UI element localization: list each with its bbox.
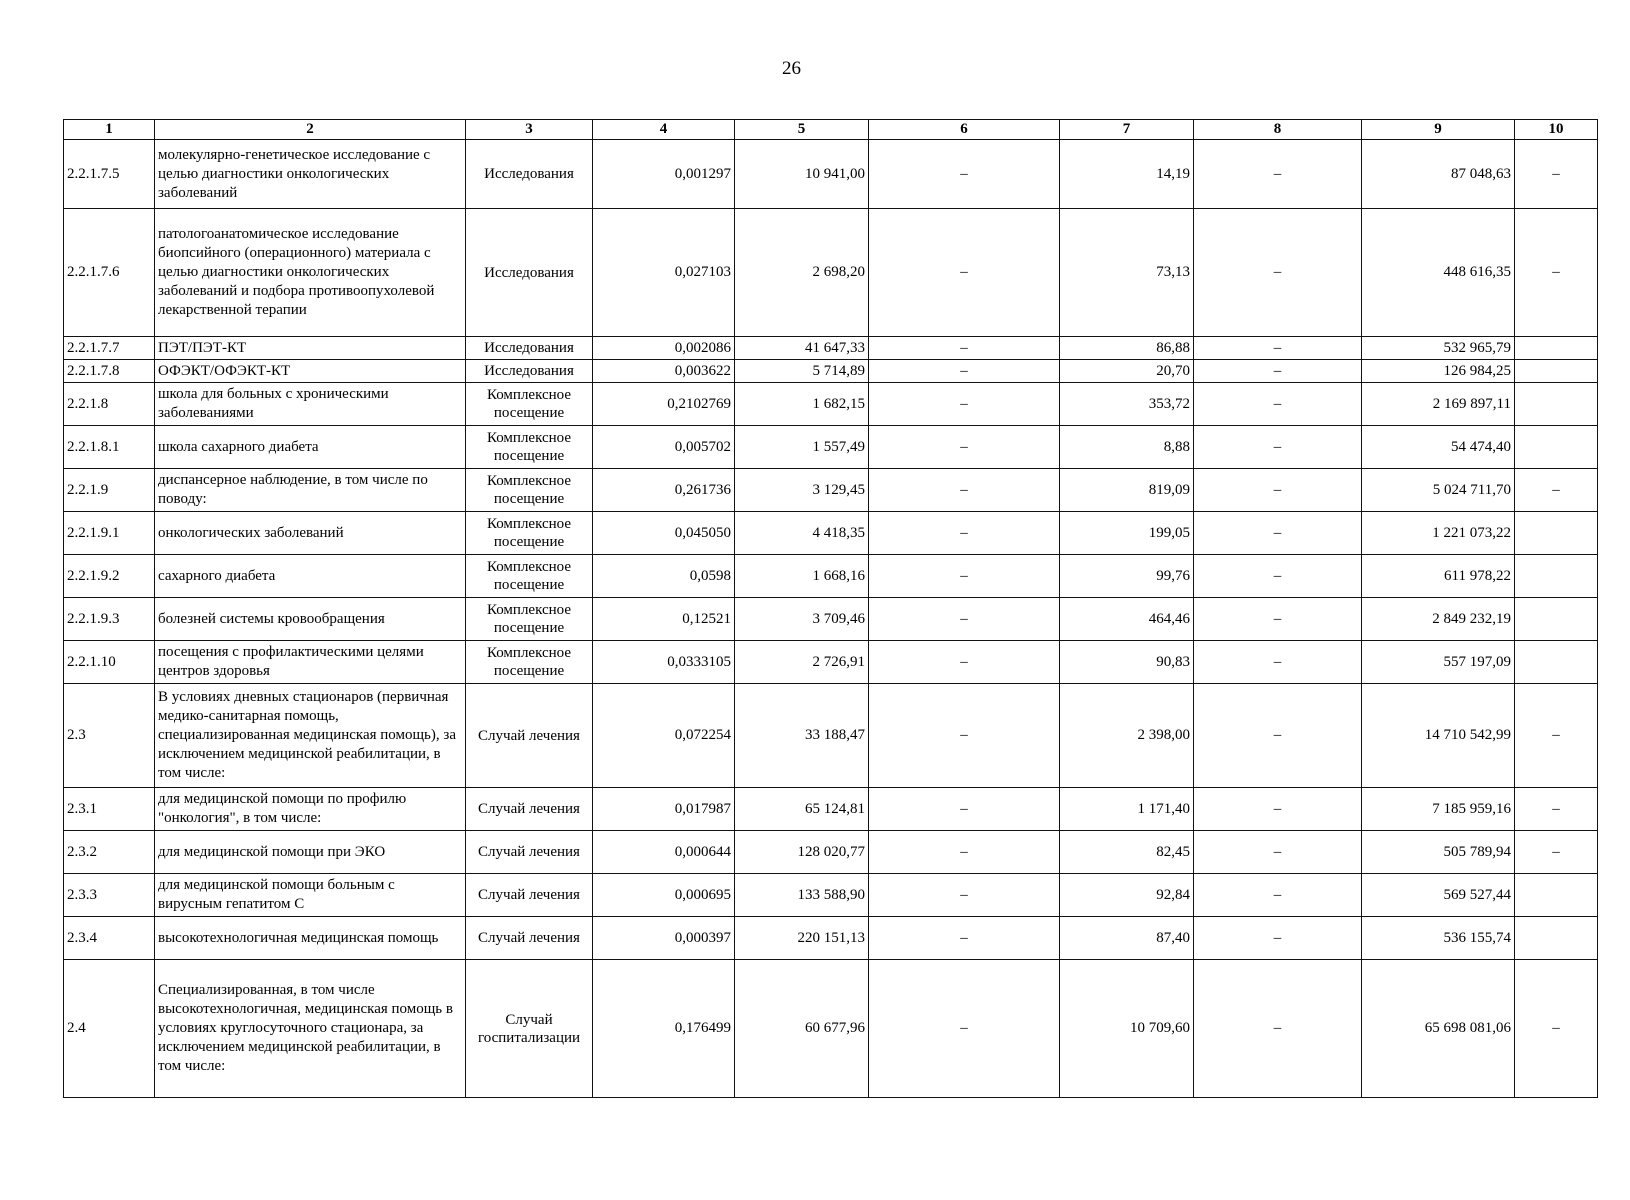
row-value-10: – xyxy=(1515,140,1598,209)
row-value-5: 1 682,15 xyxy=(735,383,869,426)
row-value-7: 353,72 xyxy=(1060,383,1194,426)
row-value-4: 0,261736 xyxy=(593,469,735,512)
row-value-8: – xyxy=(1194,140,1362,209)
row-value-7: 86,88 xyxy=(1060,337,1194,360)
row-unit: Случай лечения xyxy=(466,874,593,917)
row-unit: Случай лечения xyxy=(466,831,593,874)
table-row xyxy=(64,960,1598,1098)
row-value-4: 0,002086 xyxy=(593,337,735,360)
row-value-4: 0,003622 xyxy=(593,360,735,383)
row-value-5: 60 677,96 xyxy=(735,960,869,1098)
table-row xyxy=(64,209,1598,337)
row-name: ПЭТ/ПЭТ-КТ xyxy=(155,337,466,360)
row-value-8: – xyxy=(1194,684,1362,788)
row-name: сахарного диабета xyxy=(155,555,466,598)
row-value-8: – xyxy=(1194,917,1362,960)
row-value-10 xyxy=(1515,555,1598,598)
row-unit: Исследования xyxy=(466,140,593,209)
row-code: 2.3 xyxy=(64,684,155,788)
row-value-7: 819,09 xyxy=(1060,469,1194,512)
row-value-10: – xyxy=(1515,209,1598,337)
row-value-6: – xyxy=(869,788,1060,831)
row-value-5: 1 668,16 xyxy=(735,555,869,598)
row-value-8: – xyxy=(1194,337,1362,360)
row-value-6: – xyxy=(869,684,1060,788)
row-name: для медицинской помощи при ЭКО xyxy=(155,831,466,874)
row-value-5: 33 188,47 xyxy=(735,684,869,788)
table-row xyxy=(64,383,1598,426)
row-code: 2.2.1.8 xyxy=(64,383,155,426)
row-value-5: 41 647,33 xyxy=(735,337,869,360)
row-value-7: 199,05 xyxy=(1060,512,1194,555)
row-value-8: – xyxy=(1194,641,1362,684)
row-value-5: 3 709,46 xyxy=(735,598,869,641)
row-value-6: – xyxy=(869,874,1060,917)
column-header: 4 xyxy=(593,120,735,140)
row-value-8: – xyxy=(1194,831,1362,874)
row-value-10 xyxy=(1515,383,1598,426)
row-name: патологоанатомическое исследование биопсийного (операционного) материала с целью диагностики онкологических заболеваний и подбора противоопухолевой лекарственной терапии xyxy=(155,209,466,337)
row-value-5: 3 129,45 xyxy=(735,469,869,512)
row-value-10 xyxy=(1515,598,1598,641)
row-value-8: – xyxy=(1194,383,1362,426)
row-value-5: 5 714,89 xyxy=(735,360,869,383)
row-value-9: 536 155,74 xyxy=(1362,917,1515,960)
row-unit: Случай лечения xyxy=(466,788,593,831)
table-row xyxy=(64,684,1598,788)
row-value-7: 2 398,00 xyxy=(1060,684,1194,788)
row-unit: Комплексное посещение xyxy=(466,512,593,555)
table-row xyxy=(64,140,1598,209)
row-value-4: 0,000644 xyxy=(593,831,735,874)
row-unit: Случай госпитализации xyxy=(466,960,593,1098)
row-value-7: 14,19 xyxy=(1060,140,1194,209)
row-value-9: 569 527,44 xyxy=(1362,874,1515,917)
row-name: ОФЭКТ/ОФЭКТ-КТ xyxy=(155,360,466,383)
column-header: 3 xyxy=(466,120,593,140)
row-code: 2.3.1 xyxy=(64,788,155,831)
row-value-4: 0,000695 xyxy=(593,874,735,917)
row-code: 2.2.1.9 xyxy=(64,469,155,512)
row-name: посещения с профилактическими целями центров здоровья xyxy=(155,641,466,684)
row-value-10: – xyxy=(1515,831,1598,874)
row-value-10 xyxy=(1515,917,1598,960)
row-value-4: 0,176499 xyxy=(593,960,735,1098)
row-name: для медицинской помощи по профилю "онкология", в том числе: xyxy=(155,788,466,831)
row-value-8: – xyxy=(1194,960,1362,1098)
row-value-5: 2 698,20 xyxy=(735,209,869,337)
row-value-9: 2 169 897,11 xyxy=(1362,383,1515,426)
row-name: для медицинской помощи больным с вирусным гепатитом С xyxy=(155,874,466,917)
row-value-8: – xyxy=(1194,360,1362,383)
row-code: 2.3.2 xyxy=(64,831,155,874)
row-value-6: – xyxy=(869,960,1060,1098)
row-value-7: 99,76 xyxy=(1060,555,1194,598)
row-value-9: 126 984,25 xyxy=(1362,360,1515,383)
row-value-4: 0,2102769 xyxy=(593,383,735,426)
row-name: Специализированная, в том числе высокотехнологичная, медицинская помощь в условиях круглосуточного стационара, за исключением медицинской реабилитации, в том числе: xyxy=(155,960,466,1098)
row-unit: Исследования xyxy=(466,209,593,337)
row-value-5: 10 941,00 xyxy=(735,140,869,209)
row-name: школа для больных с хроническими заболеваниями xyxy=(155,383,466,426)
row-value-6: – xyxy=(869,469,1060,512)
row-value-4: 0,045050 xyxy=(593,512,735,555)
row-value-7: 8,88 xyxy=(1060,426,1194,469)
table-row xyxy=(64,555,1598,598)
row-value-7: 90,83 xyxy=(1060,641,1194,684)
row-code: 2.2.1.7.5 xyxy=(64,140,155,209)
column-header: 9 xyxy=(1362,120,1515,140)
row-value-7: 92,84 xyxy=(1060,874,1194,917)
row-value-9: 54 474,40 xyxy=(1362,426,1515,469)
row-value-6: – xyxy=(869,555,1060,598)
row-code: 2.3.4 xyxy=(64,917,155,960)
row-value-7: 82,45 xyxy=(1060,831,1194,874)
row-value-9: 1 221 073,22 xyxy=(1362,512,1515,555)
row-value-6: – xyxy=(869,426,1060,469)
row-value-10: – xyxy=(1515,960,1598,1098)
row-value-4: 0,000397 xyxy=(593,917,735,960)
row-value-9: 505 789,94 xyxy=(1362,831,1515,874)
row-value-4: 0,072254 xyxy=(593,684,735,788)
row-unit: Комплексное посещение xyxy=(466,426,593,469)
row-name: школа сахарного диабета xyxy=(155,426,466,469)
row-value-7: 10 709,60 xyxy=(1060,960,1194,1098)
row-code: 2.2.1.10 xyxy=(64,641,155,684)
row-value-5: 65 124,81 xyxy=(735,788,869,831)
row-value-6: – xyxy=(869,360,1060,383)
row-value-4: 0,12521 xyxy=(593,598,735,641)
table-row xyxy=(64,917,1598,960)
column-header: 8 xyxy=(1194,120,1362,140)
row-value-10: – xyxy=(1515,788,1598,831)
table-row xyxy=(64,874,1598,917)
row-name: болезней системы кровообращения xyxy=(155,598,466,641)
row-unit: Комплексное посещение xyxy=(466,555,593,598)
table-row xyxy=(64,426,1598,469)
table-row xyxy=(64,788,1598,831)
table-row xyxy=(64,360,1598,383)
row-value-8: – xyxy=(1194,469,1362,512)
row-unit: Случай лечения xyxy=(466,917,593,960)
row-value-9: 7 185 959,16 xyxy=(1362,788,1515,831)
row-name: молекулярно-генетическое исследование с целью диагностики онкологических заболеваний xyxy=(155,140,466,209)
row-value-6: – xyxy=(869,512,1060,555)
row-value-5: 128 020,77 xyxy=(735,831,869,874)
row-value-9: 611 978,22 xyxy=(1362,555,1515,598)
row-value-6: – xyxy=(869,831,1060,874)
row-value-7: 1 171,40 xyxy=(1060,788,1194,831)
row-code: 2.3.3 xyxy=(64,874,155,917)
row-unit: Случай лечения xyxy=(466,684,593,788)
row-name: высокотехнологичная медицинская помощь xyxy=(155,917,466,960)
row-value-6: – xyxy=(869,140,1060,209)
row-code: 2.2.1.9.3 xyxy=(64,598,155,641)
row-unit: Исследования xyxy=(466,337,593,360)
row-value-9: 65 698 081,06 xyxy=(1362,960,1515,1098)
row-unit: Комплексное посещение xyxy=(466,641,593,684)
row-value-8: – xyxy=(1194,598,1362,641)
row-value-8: – xyxy=(1194,426,1362,469)
row-name: диспансерное наблюдение, в том числе по поводу: xyxy=(155,469,466,512)
row-value-10 xyxy=(1515,874,1598,917)
column-header: 6 xyxy=(869,120,1060,140)
row-value-10 xyxy=(1515,337,1598,360)
row-value-4: 0,027103 xyxy=(593,209,735,337)
row-unit: Комплексное посещение xyxy=(466,469,593,512)
row-value-9: 532 965,79 xyxy=(1362,337,1515,360)
column-header: 1 xyxy=(64,120,155,140)
row-code: 2.2.1.7.6 xyxy=(64,209,155,337)
row-value-10 xyxy=(1515,512,1598,555)
row-value-6: – xyxy=(869,337,1060,360)
row-value-6: – xyxy=(869,383,1060,426)
row-code: 2.2.1.9.1 xyxy=(64,512,155,555)
row-unit: Комплексное посещение xyxy=(466,598,593,641)
row-value-5: 2 726,91 xyxy=(735,641,869,684)
row-value-10: – xyxy=(1515,469,1598,512)
row-value-8: – xyxy=(1194,874,1362,917)
row-code: 2.2.1.9.2 xyxy=(64,555,155,598)
table-row xyxy=(64,598,1598,641)
row-value-7: 87,40 xyxy=(1060,917,1194,960)
row-value-4: 0,017987 xyxy=(593,788,735,831)
row-value-4: 0,0333105 xyxy=(593,641,735,684)
row-value-9: 87 048,63 xyxy=(1362,140,1515,209)
row-name: онкологических заболеваний xyxy=(155,512,466,555)
row-value-5: 220 151,13 xyxy=(735,917,869,960)
row-value-5: 133 588,90 xyxy=(735,874,869,917)
row-code: 2.2.1.8.1 xyxy=(64,426,155,469)
row-value-8: – xyxy=(1194,209,1362,337)
row-value-10: – xyxy=(1515,684,1598,788)
table-row xyxy=(64,337,1598,360)
row-value-7: 20,70 xyxy=(1060,360,1194,383)
table-row xyxy=(64,641,1598,684)
row-value-5: 4 418,35 xyxy=(735,512,869,555)
column-header: 7 xyxy=(1060,120,1194,140)
row-value-6: – xyxy=(869,917,1060,960)
page-number: 26 xyxy=(782,58,801,79)
data-table xyxy=(63,119,1598,1098)
row-value-5: 1 557,49 xyxy=(735,426,869,469)
row-unit: Исследования xyxy=(466,360,593,383)
row-value-9: 557 197,09 xyxy=(1362,641,1515,684)
row-value-10 xyxy=(1515,641,1598,684)
row-code: 2.4 xyxy=(64,960,155,1098)
column-header: 10 xyxy=(1515,120,1598,140)
row-value-9: 5 024 711,70 xyxy=(1362,469,1515,512)
header-row xyxy=(64,120,1598,140)
row-value-9: 14 710 542,99 xyxy=(1362,684,1515,788)
row-value-8: – xyxy=(1194,555,1362,598)
row-value-4: 0,005702 xyxy=(593,426,735,469)
table-body xyxy=(64,140,1598,1098)
row-value-8: – xyxy=(1194,788,1362,831)
column-header: 2 xyxy=(155,120,466,140)
row-value-9: 2 849 232,19 xyxy=(1362,598,1515,641)
row-value-7: 464,46 xyxy=(1060,598,1194,641)
row-value-10 xyxy=(1515,426,1598,469)
row-value-4: 0,001297 xyxy=(593,140,735,209)
row-code: 2.2.1.7.8 xyxy=(64,360,155,383)
table-row xyxy=(64,831,1598,874)
row-value-7: 73,13 xyxy=(1060,209,1194,337)
row-value-4: 0,0598 xyxy=(593,555,735,598)
row-value-6: – xyxy=(869,598,1060,641)
row-unit: Комплексное посещение xyxy=(466,383,593,426)
row-value-10 xyxy=(1515,360,1598,383)
row-value-6: – xyxy=(869,209,1060,337)
row-value-6: – xyxy=(869,641,1060,684)
row-name: В условиях дневных стационаров (первичная медико-санитарная помощь, специализированная медицинская помощь), за исключением медицинской реабилитации, в том числе: xyxy=(155,684,466,788)
row-value-8: – xyxy=(1194,512,1362,555)
row-value-9: 448 616,35 xyxy=(1362,209,1515,337)
table-row xyxy=(64,469,1598,512)
table-header xyxy=(64,120,1598,140)
table-row xyxy=(64,512,1598,555)
row-code: 2.2.1.7.7 xyxy=(64,337,155,360)
column-header: 5 xyxy=(735,120,869,140)
